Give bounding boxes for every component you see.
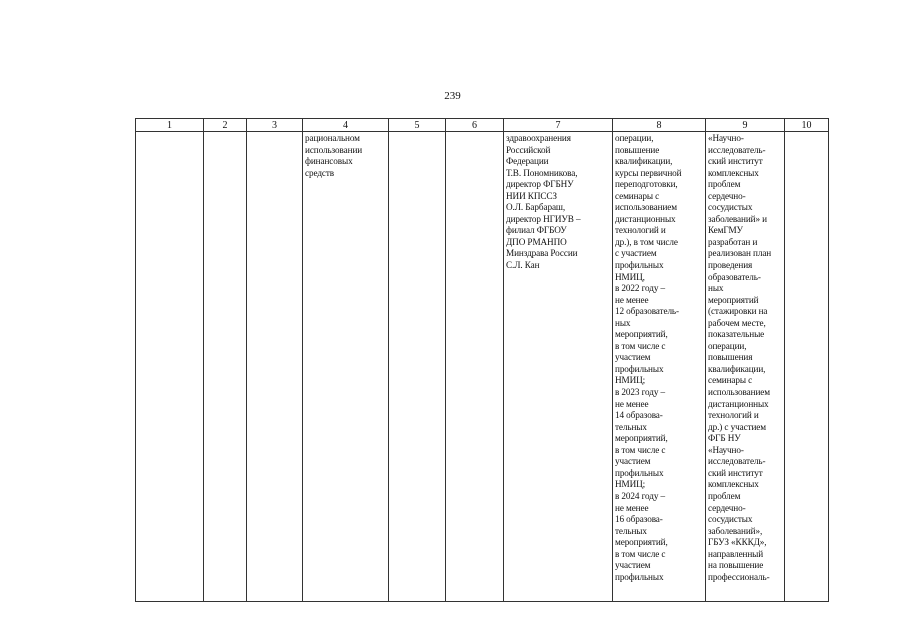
page-number: 239	[444, 90, 461, 102]
table-cell-col-3	[247, 132, 303, 602]
column-header-1: 1	[136, 119, 204, 132]
table-cell-col-2	[204, 132, 247, 602]
column-header-9: 9	[706, 119, 785, 132]
table-cell-col-6	[446, 132, 504, 602]
column-header-8: 8	[613, 119, 706, 132]
table-cell-col-7: здравоохранения Российской Федерации Т.В. Пономникова, директор ФГБНУ НИИ КПССЗ О.Л. Барбараш, директор НГИУВ – филиал ФГБОУ ДПО РМАНПО Минздрава России С.Л. Кан	[504, 132, 613, 602]
table-cell-col-10	[785, 132, 829, 602]
table-cell-col-4: рациональном использовании финансовых средств	[303, 132, 389, 602]
column-header-3: 3	[247, 119, 303, 132]
column-header-6: 6	[446, 119, 504, 132]
document-table	[135, 118, 829, 602]
column-header-10: 10	[785, 119, 829, 132]
table-cell-col-8: операции, повышение квалификации, курсы первичной переподготовки, семинары с использованием дистанционных технологий и др.), в том числе с участием профильных НМИЦ, в 2022 году – не менее 12 образователь- ных мероприятий, в том числе с участием профильных НМИЦ; в 2023 году – не менее 14 образова- тельных мероприятий, в том числе с участием профильных НМИЦ; в 2024 году – не менее 16 образова- тельных мероприятий, в том числе с участием профильных	[613, 132, 706, 602]
column-header-7: 7	[504, 119, 613, 132]
table-row	[136, 132, 829, 602]
table-header-row	[136, 119, 829, 132]
column-header-4: 4	[303, 119, 389, 132]
column-header-2: 2	[204, 119, 247, 132]
column-header-5: 5	[389, 119, 446, 132]
table-cell-col-9: «Научно- исследователь- ский институт комплексных проблем сердечно- сосудистых заболеваний» и КемГМУ разработан и реализован план проведения образователь- ных мероприятий (стажировки на рабочем месте, показательные операции, повышения квалификации, семинары с использованием дистанционных технологий и др.) с участием ФГБ НУ «Научно- исследователь- ский институт комплексных проблем сердечно- сосудистых заболеваний», ГБУЗ «КККД», направленный на повышение профессиональ-	[706, 132, 785, 602]
table-cell-col-1	[136, 132, 204, 602]
table-cell-col-5	[389, 132, 446, 602]
